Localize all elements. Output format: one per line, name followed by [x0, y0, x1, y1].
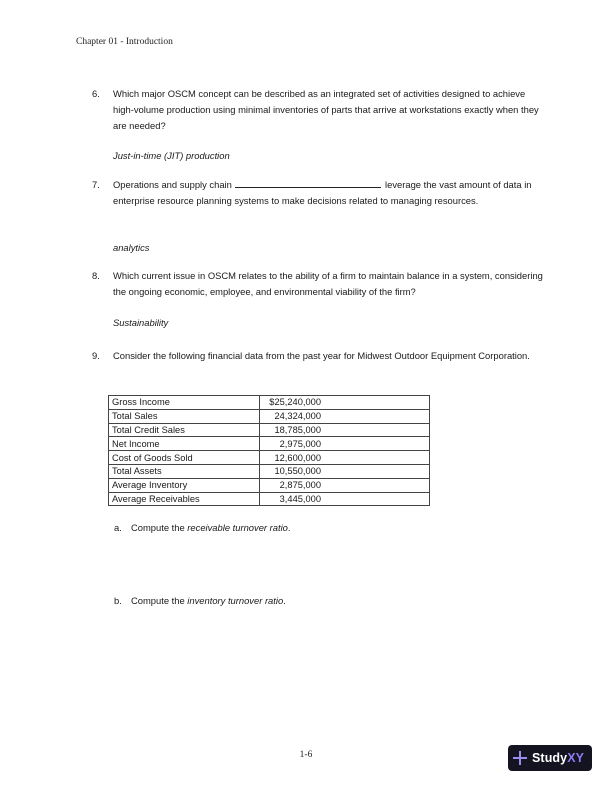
question-number: 7. — [92, 179, 100, 190]
question-number: 6. — [92, 88, 100, 99]
subquestion-prefix: Compute the — [131, 595, 188, 606]
row-value: 24,324,000 — [274, 411, 321, 422]
question-7 — [92, 177, 547, 209]
subquestion-text — [131, 522, 290, 533]
subquestion-prefix: Compute the — [131, 522, 188, 533]
row-value: 3,445,000 — [279, 493, 321, 504]
question-8 — [92, 268, 547, 300]
table-row — [109, 409, 430, 423]
row-value: 18,785,000 — [274, 424, 321, 435]
row-label: Gross Income — [109, 396, 260, 410]
table-row — [109, 464, 430, 478]
row-value: 2,975,000 — [279, 438, 321, 449]
row-value: 2,875,000 — [279, 480, 321, 491]
question-number: 9. — [92, 350, 100, 361]
question-text — [113, 177, 547, 209]
table-row — [109, 437, 430, 451]
brand-name — [532, 751, 584, 765]
subquestion-emphasis: receivable turnover ratio — [187, 522, 288, 533]
subquestion-emphasis: inventory turnover ratio — [187, 595, 284, 606]
row-label: Net Income — [109, 437, 260, 451]
answer-6: Just-in-time (JIT) production — [113, 150, 230, 161]
table-row — [109, 423, 430, 437]
row-value: 12,600,000 — [274, 452, 321, 463]
studyxy-badge[interactable] — [508, 745, 592, 771]
row-label: Average Receivables — [109, 492, 260, 506]
subquestion-text — [131, 595, 286, 606]
row-label: Total Assets — [109, 464, 260, 478]
row-label: Cost of Goods Sold — [109, 451, 260, 465]
row-label: Total Sales — [109, 409, 260, 423]
question-text: Which major OSCM concept can be described as an integrated set of activities designed to achieve high-volume production using minimal inventories of parts that arrive at workstations exactly when they are needed? — [113, 88, 539, 131]
table-row — [109, 478, 430, 492]
chapter-header: Chapter 01 - Introduction — [76, 37, 173, 47]
table-row — [109, 492, 430, 506]
subquestion-letter: b. — [114, 595, 122, 606]
row-value: $25,240,000 — [269, 397, 321, 408]
brand-accent: XY — [567, 751, 585, 765]
question-number: 8. — [92, 270, 100, 281]
subquestion-suffix: . — [287, 522, 291, 533]
question-text: Which current issue in OSCM relates to the ability of a firm to maintain balance in a system, considering the ongoing economic, employee, and environmental viability of the firm? — [113, 270, 543, 297]
brand-main: Study — [532, 751, 568, 765]
answer-8: Sustainability — [113, 317, 169, 328]
subquestion-a — [114, 522, 290, 533]
subquestion-suffix: . — [283, 595, 286, 606]
question-text: Consider the following financial data from the past year for Midwest Outdoor Equipment Corporation. — [113, 350, 530, 361]
table-row — [109, 396, 430, 410]
subquestion-b — [114, 595, 286, 606]
row-value: 10,550,000 — [274, 466, 321, 477]
table-row — [109, 451, 430, 465]
question-text-before-blank: Operations and supply chain — [113, 179, 232, 190]
question-9 — [92, 348, 547, 364]
question-6 — [92, 86, 547, 134]
question-text-after-blank: leverage the vast amount of data in enterprise resource planning systems to make decisions related to managing resources. — [113, 179, 532, 206]
answer-7: analytics — [113, 242, 150, 253]
row-label: Average Inventory — [109, 478, 260, 492]
financial-data-table — [108, 395, 430, 506]
page-number: 1-6 — [299, 750, 313, 760]
fill-in-blank — [235, 178, 381, 188]
plus-icon — [513, 751, 527, 765]
subquestion-letter: a. — [114, 522, 122, 533]
row-label: Total Credit Sales — [109, 423, 260, 437]
